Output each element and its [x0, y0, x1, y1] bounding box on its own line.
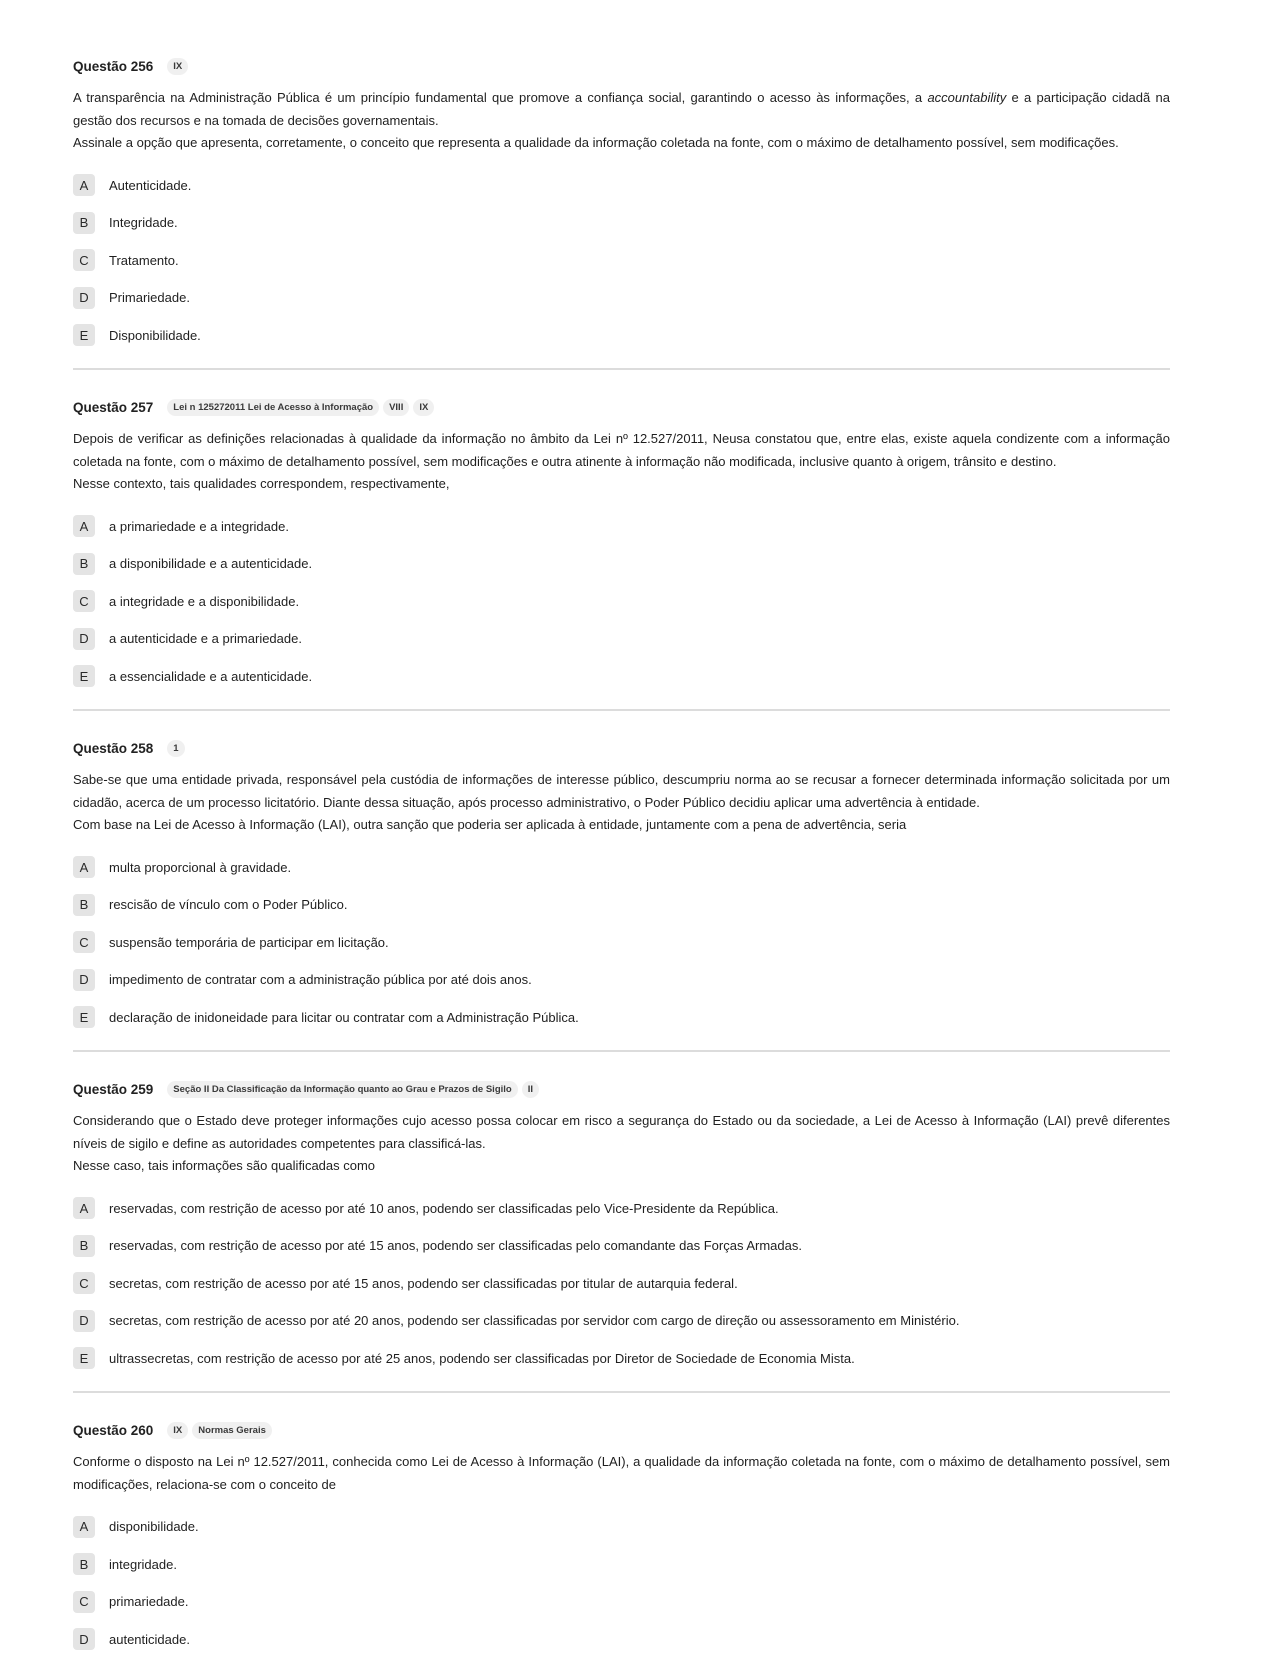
answer-option[interactable]: [73, 1546, 1170, 1584]
option-text: declaração de inidoneidade para licitar ou contratar com a Administração Pública.: [109, 1010, 579, 1025]
option-text: secretas, com restrição de acesso por até 15 anos, podendo ser classificadas por titular de autarquia federal.: [109, 1276, 738, 1291]
answer-options: [73, 1190, 1170, 1378]
answer-options: [73, 167, 1170, 355]
option-letter[interactable]: E: [73, 1347, 95, 1369]
option-text: secretas, com restrição de acesso por até 20 anos, podendo ser classificadas por servidor com cargo de direção ou assessoramento em Ministério.: [109, 1313, 959, 1328]
option-text: suspensão temporária de participar em licitação.: [109, 935, 389, 950]
answer-option[interactable]: [73, 886, 1170, 924]
question-tag[interactable]: IX: [167, 58, 188, 75]
option-letter[interactable]: C: [73, 1272, 95, 1294]
question-tag[interactable]: Seção II Da Classificação da Informação quanto ao Grau e Prazos de Sigilo: [167, 1081, 517, 1098]
answer-option[interactable]: [73, 1340, 1170, 1378]
question-command: Nesse caso, tais informações são qualificadas como: [73, 1155, 1170, 1178]
question-256: [73, 55, 1170, 370]
option-text: primariedade.: [109, 1594, 189, 1609]
answer-option[interactable]: [73, 999, 1170, 1037]
option-letter[interactable]: E: [73, 1006, 95, 1028]
option-letter[interactable]: C: [73, 249, 95, 271]
answer-option[interactable]: [73, 924, 1170, 962]
answer-option[interactable]: [73, 204, 1170, 242]
question-header: [73, 1419, 1170, 1441]
option-text: a autenticidade e a primariedade.: [109, 631, 302, 646]
answer-option[interactable]: [73, 658, 1170, 696]
option-letter[interactable]: B: [73, 1235, 95, 1257]
option-letter[interactable]: B: [73, 212, 95, 234]
question-statement: Sabe-se que uma entidade privada, responsável pela custódia de informações de interesse público, descumpriu norma ao se recusar a fornecer determinada informação solicitada por um cidadão, acerca de um processo licitatório. Diante dessa situação, após processo administrativo, o Poder Público decidiu aplicar uma advertência à entidade.: [73, 769, 1170, 814]
answer-option[interactable]: [73, 1583, 1170, 1621]
statement-text: A transparência na Administração Pública é um princípio fundamental que promove a confiança social, garantindo o acesso às informações, a: [73, 90, 927, 105]
answer-option[interactable]: [73, 620, 1170, 658]
question-tag[interactable]: II: [522, 1081, 539, 1098]
question-257: [73, 396, 1170, 711]
question-258: [73, 737, 1170, 1052]
answer-options: [73, 849, 1170, 1037]
answer-option[interactable]: [73, 1190, 1170, 1228]
question-tag[interactable]: Lei n 125272011 Lei de Acesso à Informação: [167, 399, 379, 416]
option-letter[interactable]: A: [73, 856, 95, 878]
option-text: a primariedade e a integridade.: [109, 519, 289, 534]
option-text: a integridade e a disponibilidade.: [109, 594, 299, 609]
question-statement: [73, 87, 1170, 132]
answer-options: [73, 1508, 1170, 1658]
question-statement: Conforme o disposto na Lei nº 12.527/2011, conhecida como Lei de Acesso à Informação (LAI), a qualidade da informação coletada na fonte, com o máximo de detalhamento possível, sem modificações, relaciona-se com o conceito de: [73, 1451, 1170, 1496]
option-letter[interactable]: C: [73, 590, 95, 612]
option-text: a disponibilidade e a autenticidade.: [109, 556, 312, 571]
question-tag[interactable]: IX: [167, 1422, 188, 1439]
question-259: [73, 1078, 1170, 1393]
option-text: Tratamento.: [109, 253, 179, 268]
option-letter[interactable]: B: [73, 1553, 95, 1575]
question-tag[interactable]: IX: [413, 399, 434, 416]
question-header: [73, 396, 1170, 418]
answer-option[interactable]: [73, 849, 1170, 887]
option-text: impedimento de contratar com a administração pública por até dois anos.: [109, 972, 532, 987]
answer-option[interactable]: [73, 317, 1170, 355]
option-letter[interactable]: D: [73, 287, 95, 309]
answer-option[interactable]: [73, 1621, 1170, 1658]
answer-option[interactable]: [73, 1302, 1170, 1340]
answer-option[interactable]: [73, 508, 1170, 546]
answer-option[interactable]: [73, 279, 1170, 317]
option-letter[interactable]: E: [73, 324, 95, 346]
question-title: Questão 256: [73, 59, 153, 74]
answer-options: [73, 508, 1170, 696]
option-letter[interactable]: B: [73, 894, 95, 916]
question-title: Questão 257: [73, 400, 153, 415]
option-text: ultrassecretas, com restrição de acesso por até 25 anos, podendo ser classificadas por Diretor de Sociedade de Economia Mista.: [109, 1351, 855, 1366]
option-letter[interactable]: A: [73, 1516, 95, 1538]
question-title: Questão 259: [73, 1082, 153, 1097]
question-title: Questão 258: [73, 741, 153, 756]
answer-option[interactable]: [73, 1265, 1170, 1303]
option-text: multa proporcional à gravidade.: [109, 860, 291, 875]
question-list: [73, 55, 1170, 1658]
answer-option[interactable]: [73, 1227, 1170, 1265]
option-letter[interactable]: D: [73, 1310, 95, 1332]
option-letter[interactable]: E: [73, 665, 95, 687]
answer-option[interactable]: [73, 545, 1170, 583]
option-text: rescisão de vínculo com o Poder Público.: [109, 897, 347, 912]
option-text: reservadas, com restrição de acesso por até 15 anos, podendo ser classificadas pelo comandante das Forças Armadas.: [109, 1238, 802, 1253]
option-letter[interactable]: C: [73, 931, 95, 953]
question-260: [73, 1419, 1170, 1658]
option-letter[interactable]: D: [73, 969, 95, 991]
answer-option[interactable]: [73, 583, 1170, 621]
question-header: [73, 55, 1170, 77]
question-statement: Considerando que o Estado deve proteger informações cujo acesso possa colocar em risco a segurança do Estado ou da sociedade, a Lei de Acesso à Informação (LAI) prevê diferentes níveis de sigilo e define as autoridades competentes para classificá-las.: [73, 1110, 1170, 1155]
answer-option[interactable]: [73, 167, 1170, 205]
option-text: a essencialidade e a autenticidade.: [109, 669, 312, 684]
option-text: Disponibilidade.: [109, 328, 201, 343]
option-text: integridade.: [109, 1557, 177, 1572]
statement-emphasis: accountability: [927, 90, 1006, 105]
question-header: [73, 737, 1170, 759]
question-tag[interactable]: VIII: [383, 399, 409, 416]
question-header: [73, 1078, 1170, 1100]
option-letter[interactable]: D: [73, 1628, 95, 1650]
option-letter[interactable]: D: [73, 628, 95, 650]
option-letter[interactable]: C: [73, 1591, 95, 1613]
question-command: Nesse contexto, tais qualidades correspondem, respectivamente,: [73, 473, 1170, 496]
answer-option[interactable]: [73, 1508, 1170, 1546]
answer-option[interactable]: [73, 961, 1170, 999]
option-text: Integridade.: [109, 215, 178, 230]
question-tag[interactable]: 1: [167, 740, 184, 757]
option-letter[interactable]: B: [73, 553, 95, 575]
option-text: autenticidade.: [109, 1632, 190, 1647]
question-statement: Depois de verificar as definições relacionadas à qualidade da informação no âmbito da Lei nº 12.527/2011, Neusa constatou que, entre elas, existe aquela condizente com a informação coletada na fonte, com o máximo de detalhamento possível, sem modificações e outra atinente à informação não modificada, inclusive quanto à origem, trânsito e destino.: [73, 428, 1170, 473]
option-text: disponibilidade.: [109, 1519, 199, 1534]
question-title: Questão 260: [73, 1423, 153, 1438]
answer-option[interactable]: [73, 242, 1170, 280]
option-letter[interactable]: A: [73, 515, 95, 537]
option-letter[interactable]: A: [73, 174, 95, 196]
option-text: reservadas, com restrição de acesso por até 10 anos, podendo ser classificadas pelo Vice-Presidente da República.: [109, 1201, 779, 1216]
question-tag[interactable]: Normas Gerais: [192, 1422, 272, 1439]
option-letter[interactable]: A: [73, 1197, 95, 1219]
option-text: Autenticidade.: [109, 178, 191, 193]
statement-text: e a participação cidadã na gestão dos recursos e na tomada de decisões governamentais.: [73, 90, 1170, 128]
question-command: Com base na Lei de Acesso à Informação (LAI), outra sanção que poderia ser aplicada à entidade, juntamente com a pena de advertência, seria: [73, 814, 1170, 837]
option-text: Primariedade.: [109, 290, 190, 305]
question-command: Assinale a opção que apresenta, corretamente, o conceito que representa a qualidade da informação coletada na fonte, com o máximo de detalhamento possível, sem modificações.: [73, 132, 1170, 155]
